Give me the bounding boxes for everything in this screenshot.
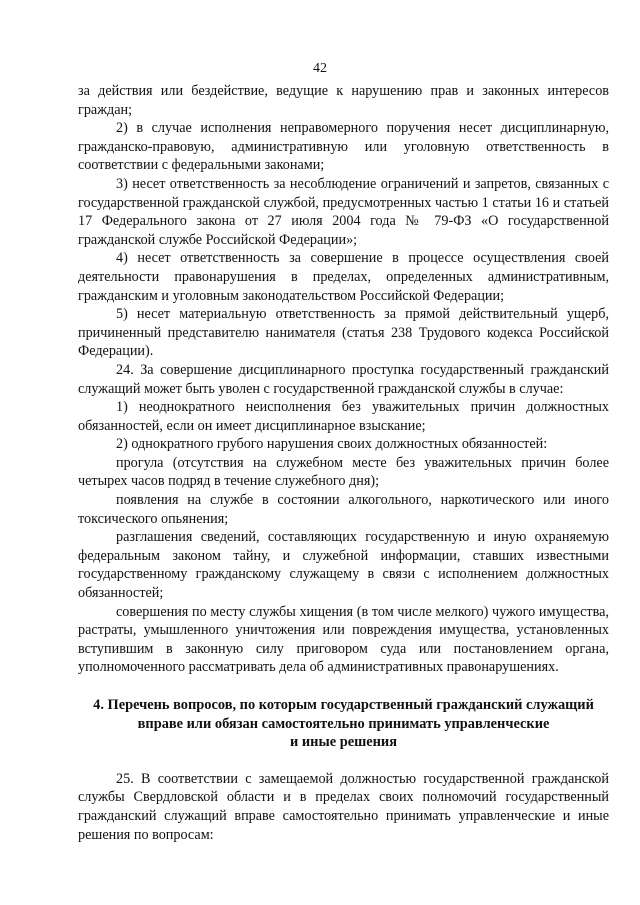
paragraph: появления на службе в состоянии алкогольного, наркотического или иного токсического опьянения; xyxy=(78,492,609,527)
paragraphs-after-heading xyxy=(78,770,609,844)
paragraph: 2) однократного грубого нарушения своих должностных обязанностей: xyxy=(116,436,548,453)
paragraph: совершения по месту службы хищения (в том числе мелкого) чужого имущества, растраты, умышленного уничтожения или повреждения имущества, установленных вступившим в законную силу приговором суда или постановлением органа, уполномоченного рассматривать дела об административных правонарушениях. xyxy=(78,603,609,676)
paragraph: 3) несет ответственность за несоблюдение ограничений и запретов, связанных с государственной гражданской службой, предусмотренных частью 1 статьи 16 и статьей 17 Федерального закона от 27 июля 2004 года № 79-ФЗ «О государственной гражданской службе Российской Федерации»; xyxy=(78,175,609,248)
section-heading xyxy=(78,696,609,752)
paragraph: 4) несет ответственность за совершение в процессе осуществления своей деятельности правонарушения в пределах, определенных административным, гражданским и уголовным законодательством Российской Федерации; xyxy=(78,250,609,304)
section-heading-line-2: вправе или обязан самостоятельно принимать управленческие xyxy=(137,715,550,732)
document-body xyxy=(78,82,609,844)
paragraph: 25. В соответствии с замещаемой должностью государственной гражданской службы Свердловской области и в пределах своих полномочий государственный гражданский служащий вправе самостоятельно принимать управленческие и иные решения по вопросам: xyxy=(78,770,609,843)
paragraph: 5) несет материальную ответственность за прямой действительный ущерб, причиненный представителю нанимателя (статья 238 Трудового кодекса Российской Федерации). xyxy=(78,306,609,360)
section-heading-line-1: 4. Перечень вопросов, по которым государственный гражданский служащий xyxy=(93,697,594,713)
paragraph: 1) неоднократного неисполнения без уважительных причин должностных обязанностей, если он имеет дисциплинарное взыскание; xyxy=(78,399,609,434)
section-heading-line-3: и иные решения xyxy=(290,734,397,751)
paragraphs-before-heading xyxy=(78,82,609,677)
paragraph: 24. За совершение дисциплинарного проступка государственный гражданский служащий может быть уволен с государственной гражданской службы в случае: xyxy=(78,361,609,397)
paragraph: прогула (отсутствия на служебном месте без уважительных причин более четырех часов подряд в течение служебного дня); xyxy=(78,454,609,490)
paragraph: за действия или бездействие, ведущие к нарушению прав и законных интересов граждан; xyxy=(78,83,609,118)
paragraph: 2) в случае исполнения неправомерного поручения несет дисциплинарную, гражданско-правовую, административную или уголовную ответственность в соответствии с федеральными законами; xyxy=(78,120,609,174)
paragraph: разглашения сведений, составляющих государственную и иную охраняемую федеральным законом тайну, и служебной информации, ставших известными государственному гражданскому служащему в связи с исполнением должностных обязанностей; xyxy=(78,529,609,602)
page-number: 42 xyxy=(313,61,327,76)
